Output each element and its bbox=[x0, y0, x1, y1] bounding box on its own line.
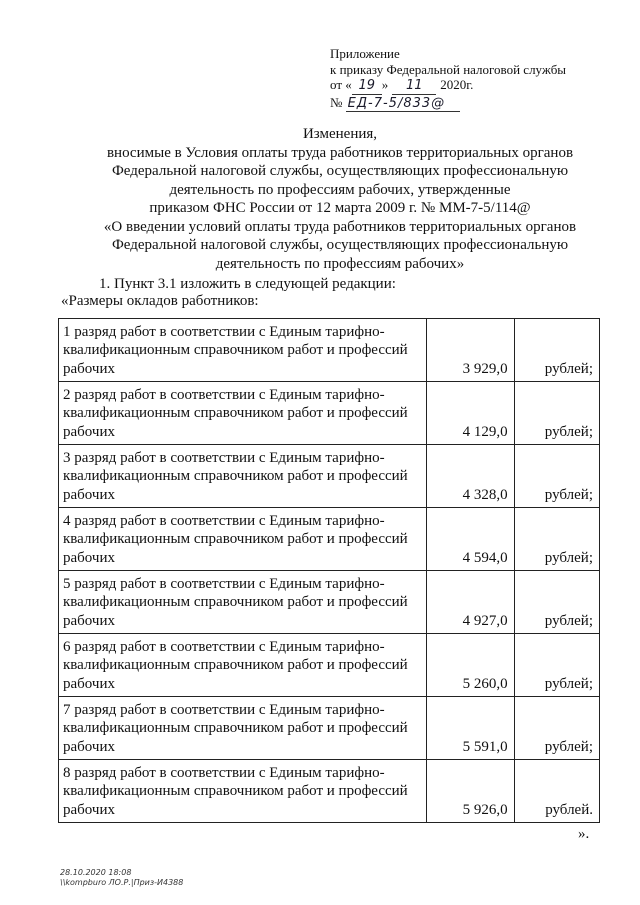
paragraph-item-1: 1. Пункт 3.1 изложить в следующей редакции: bbox=[99, 276, 396, 292]
currency-unit: рублей; bbox=[514, 319, 599, 382]
currency-unit: рублей; bbox=[514, 445, 599, 508]
number-prefix: № bbox=[330, 94, 343, 110]
heading-line: деятельность по профессиям рабочих, утвержденные bbox=[169, 181, 511, 198]
appendix-order-ref: к приказу Федеральной налоговой службы bbox=[330, 61, 567, 77]
appendix-title: Приложение bbox=[330, 46, 400, 61]
grade-description: 6 разряд работ в соответствии с Единым тарифно-квалификационным справочником работ и профессий рабочих bbox=[59, 634, 427, 697]
grade-description: 4 разряд работ в соответствии с Единым тарифно-квалификационным справочником работ и профессий рабочих bbox=[59, 508, 427, 571]
salary-table bbox=[58, 318, 600, 823]
table-row bbox=[59, 571, 600, 634]
table-row bbox=[59, 445, 600, 508]
footer-file-path: \\kompburo ЛО.Р.|Приз-И4388 bbox=[60, 878, 184, 887]
table-row bbox=[59, 319, 600, 382]
salary-amount: 3 929,0 bbox=[427, 319, 514, 382]
currency-unit: рублей; bbox=[514, 634, 599, 697]
table-row bbox=[59, 382, 600, 445]
date-prefix: от « bbox=[330, 77, 352, 92]
grade-description: 5 разряд работ в соответствии с Единым тарифно-квалификационным справочником работ и профессий рабочих bbox=[59, 571, 427, 634]
heading-title: Изменения, bbox=[302, 126, 378, 142]
date-mid: » bbox=[381, 77, 389, 92]
salary-amount: 5 260,0 bbox=[427, 634, 514, 697]
handwritten-day: 19 bbox=[352, 78, 382, 95]
heading-line: вносимые в Условия оплаты труда работников территориальных органов bbox=[106, 144, 574, 161]
salary-amount: 4 927,0 bbox=[427, 571, 514, 634]
salary-amount: 4 129,0 bbox=[427, 382, 514, 445]
heading-line: Федеральной налоговой службы, осуществляющих профессиональную bbox=[111, 237, 569, 253]
document-heading bbox=[60, 125, 620, 273]
salary-amount: 4 594,0 bbox=[427, 508, 514, 571]
salary-amount: 5 926,0 bbox=[427, 760, 514, 823]
currency-unit: рублей; bbox=[514, 382, 599, 445]
currency-unit: рублей. bbox=[514, 760, 599, 823]
table-row bbox=[59, 508, 600, 571]
salary-amount: 4 328,0 bbox=[427, 445, 514, 508]
appendix-date-line bbox=[330, 77, 566, 95]
currency-unit: рублей; bbox=[514, 508, 599, 571]
closing-quote: ». bbox=[578, 826, 590, 842]
heading-line: «О введении условий оплаты труда работников территориальных органов bbox=[103, 218, 577, 235]
grade-description: 3 разряд работ в соответствии с Единым тарифно-квалификационным справочником работ и профессий рабочих bbox=[59, 445, 427, 508]
grade-description: 7 разряд работ в соответствии с Единым тарифно-квалификационным справочником работ и профессий рабочих bbox=[59, 697, 427, 760]
table-row bbox=[59, 634, 600, 697]
heading-line: приказом ФНС России от 12 марта 2009 г. № ММ-7-5/114@ bbox=[149, 200, 531, 216]
appendix-block bbox=[330, 46, 566, 112]
table-row bbox=[59, 697, 600, 760]
currency-unit: рублей; bbox=[514, 571, 599, 634]
footer-timestamp: 28.10.2020 18:08 bbox=[60, 868, 132, 877]
heading-line: Федеральной налоговой службы, осуществляющих профессиональную bbox=[111, 163, 569, 179]
handwritten-month: 11 bbox=[392, 78, 436, 95]
currency-unit: рублей; bbox=[514, 697, 599, 760]
grade-description: 2 разряд работ в соответствии с Единым тарифно-квалификационным справочником работ и профессий рабочих bbox=[59, 382, 427, 445]
table-row bbox=[59, 760, 600, 823]
handwritten-number: ЕД-7-5/833@ bbox=[346, 96, 460, 113]
appendix-number-line bbox=[330, 95, 566, 113]
grade-description: 1 разряд работ в соответствии с Единым тарифно-квалификационным справочником работ и профессий рабочих bbox=[59, 319, 427, 382]
paragraph-intro: «Размеры окладов работников: bbox=[61, 293, 259, 309]
footer-stamp bbox=[60, 868, 183, 888]
salary-amount: 5 591,0 bbox=[427, 697, 514, 760]
grade-description: 8 разряд работ в соответствии с Единым тарифно-квалификационным справочником работ и профессий рабочих bbox=[59, 760, 427, 823]
heading-line: деятельность по профессиям рабочих» bbox=[215, 255, 465, 272]
date-year: 2020г. bbox=[440, 77, 474, 92]
